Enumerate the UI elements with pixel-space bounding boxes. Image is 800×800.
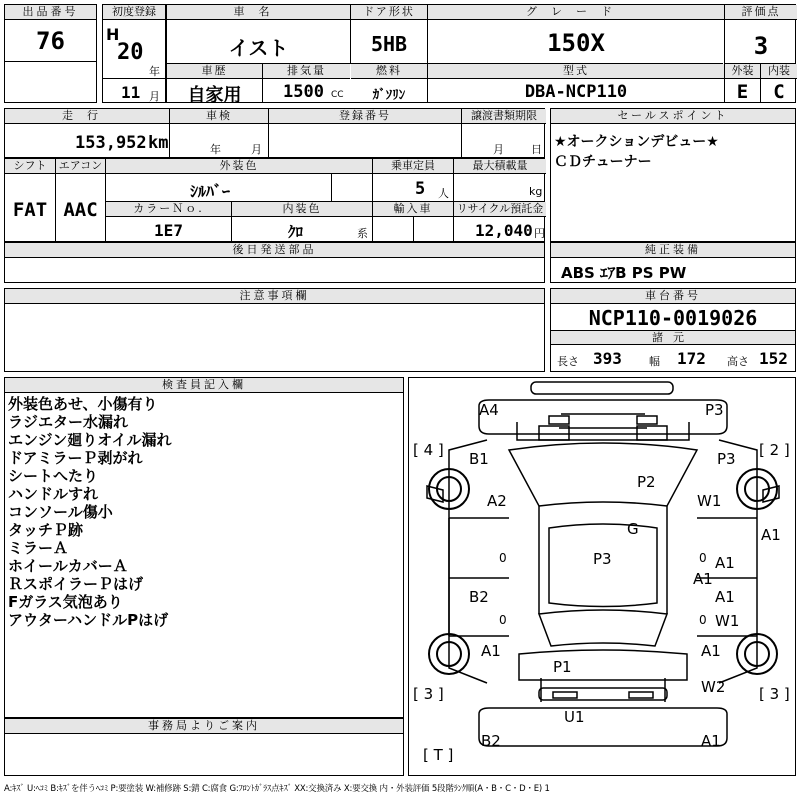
displacement: 1500 <box>283 82 324 102</box>
inspector-note: ドアミラーＰ剥がれ <box>8 449 143 467</box>
selling-points-label: セールスポイント <box>551 109 795 124</box>
mark-w1-bottom: W1 <box>715 612 740 630</box>
exterior-grade-label: 外装 <box>725 64 760 79</box>
length: 393 <box>593 349 622 368</box>
registration-number-label: 登録番号 <box>269 109 461 124</box>
interior-color: ｸﾛ <box>288 223 304 241</box>
car-diagram <box>409 378 797 777</box>
mark-b2-left: B2 <box>469 588 489 606</box>
score-label: 評価点 <box>725 5 797 20</box>
fuel: ｶﾞｿﾘﾝ <box>372 88 406 103</box>
inspector-note: タッチＰ跡 <box>8 521 84 539</box>
month-unit: 月 <box>149 90 160 103</box>
import-label: 輸入車 <box>373 202 453 217</box>
transfer-month-unit: 月 <box>493 143 504 156</box>
chassis-label: 車台番号 <box>551 289 795 304</box>
office-notice-label: 事務局よりご案内 <box>5 719 403 734</box>
aircon-label: エアコン <box>56 159 105 174</box>
damage-diagram-box <box>408 377 796 776</box>
mark-a1-r3: A1 <box>715 588 735 606</box>
recycle-deposit-label: リサイクル預託金 <box>454 202 546 217</box>
model-label: 型式 <box>428 64 724 79</box>
inspector-note: ミラーＡ <box>8 539 69 557</box>
inspector-note: 外装色あせ、小傷有り <box>8 395 158 413</box>
selling-point-1: ★オークションデビュー★ <box>554 134 719 150</box>
mark-w2: W2 <box>701 678 726 696</box>
inspection-month-unit: 月 <box>251 143 262 156</box>
exterior-color-label: 外装色 <box>106 159 372 174</box>
mark-p3-right: P3 <box>717 450 736 468</box>
height-label: 高さ <box>727 355 749 368</box>
max-load-label: 最大積載量 <box>454 159 546 174</box>
mark-p3-top: P3 <box>705 401 724 419</box>
inspector-note: エンジン廻りオイル漏れ <box>8 431 172 449</box>
mark-u1: U1 <box>564 708 585 726</box>
interior-grade: C <box>773 81 785 103</box>
history-label: 車歴 <box>167 64 262 79</box>
exterior-color: ｼﾙﾊﾞｰ <box>190 182 231 201</box>
interior-grade-label: 内装 <box>761 64 797 79</box>
mark-p3-center: P3 <box>593 550 612 568</box>
inspection-year-unit: 年 <box>210 143 221 156</box>
mark-zero: 0 <box>699 551 707 565</box>
interior-color-unit: 系 <box>357 227 368 240</box>
inspector-label: 検査員記入欄 <box>5 378 403 393</box>
dimensions-label: 諸元 <box>551 330 795 345</box>
color-number-label: カラーＮｏ. <box>106 202 231 217</box>
mark-a1-r4: A1 <box>701 642 721 660</box>
door-type: 5HB <box>370 32 408 56</box>
transfer-day-unit: 日 <box>531 143 542 156</box>
notes-label: 注意事項欄 <box>5 289 544 304</box>
equipment: ABS ｴｱB PS PW <box>561 264 687 282</box>
mark-a1-r2: A1 <box>693 570 713 588</box>
recycle-deposit: 12,040 <box>475 221 533 240</box>
equipment-label: 純正装備 <box>551 243 795 258</box>
mileage-label: 走行 <box>5 109 169 124</box>
era: H <box>106 25 120 44</box>
mark-w1-top: W1 <box>697 492 722 510</box>
legend: A:ｷｽﾞ U:ﾍｺﾐ B:ｷｽﾞを伴うﾍｺﾐ P:要塗装 W:補修跡 S:錆 C:腐食 G:ﾌﾛﾝﾄｶﾞﾗｽ点ｷｽﾞ XX:交換済み X:要交換 内・外装評価 5段階ﾗﾝｸ順(A・B・C・D・E) 1 <box>4 784 550 794</box>
first-registration-label: 初度登録 <box>103 5 165 20</box>
door-label: ドア形状 <box>351 5 427 20</box>
later-parts-box <box>4 242 545 283</box>
capacity: 5 <box>415 179 426 199</box>
shift: FAT <box>12 199 48 221</box>
height: 152 <box>759 349 788 368</box>
lot-number-label: 出品番号 <box>5 5 96 20</box>
recycle-unit: 円 <box>534 227 545 240</box>
mark-b2-bottom: B2 <box>481 732 501 750</box>
selling-point-2: ＣＤチューナー <box>554 154 652 170</box>
grade: 150X <box>547 29 605 57</box>
inspector-note: ラジエター水漏れ <box>8 413 129 431</box>
mark-a1-left: A1 <box>481 642 501 660</box>
later-parts-label: 後日発送部品 <box>5 243 544 258</box>
mileage-row-box <box>4 108 545 158</box>
grade-label: グレード <box>428 5 724 20</box>
mark-b1: B1 <box>469 450 489 468</box>
inspector-note: ハンドルすれ <box>8 485 99 503</box>
mileage-unit: km <box>148 133 169 153</box>
capacity-label: 乗車定員 <box>373 159 453 174</box>
length-label: 長さ <box>557 355 579 368</box>
history: 自家用 <box>187 85 242 106</box>
year-unit: 年 <box>149 65 160 78</box>
width-label: 幅 <box>649 355 660 368</box>
inspector-note: アウターハンドルPはげ <box>8 611 169 629</box>
tire-label-front-left: [ 4 ] <box>413 441 444 459</box>
registration-month: 11 <box>121 83 141 102</box>
office-notice-box <box>4 718 404 776</box>
mark-a1-far-right: A1 <box>761 526 781 544</box>
tire-label-rear-right: [ 3 ] <box>759 685 790 703</box>
displacement-label: 排気量 <box>263 64 350 79</box>
mark-zero: 0 <box>499 613 507 627</box>
mark-zero: 0 <box>699 613 707 627</box>
inspector-note: ＲスポイラーＰはげ <box>8 575 144 593</box>
first-registration-box <box>102 4 166 103</box>
mileage: 153,952 <box>75 133 147 153</box>
inspector-box <box>4 377 404 718</box>
mark-p1: P1 <box>553 658 572 676</box>
chassis-number: NCP110-0019026 <box>588 306 758 330</box>
aircon: AAC <box>63 199 98 221</box>
chassis-box <box>550 288 796 372</box>
mark-a2: A2 <box>487 492 507 510</box>
mark-g: G <box>627 520 639 538</box>
tire-label-spare: [ T ] <box>423 746 454 764</box>
car-info-box <box>166 4 796 106</box>
score: 3 <box>753 32 769 60</box>
color-number: 1E7 <box>154 221 183 240</box>
inspector-note: シートへたり <box>8 467 99 485</box>
interior-color-label: 内装色 <box>232 202 372 217</box>
mark-zero: 0 <box>499 551 507 565</box>
model: DBA-NCP110 <box>524 82 628 102</box>
car-name: イスト <box>228 36 289 60</box>
lot-number: 76 <box>36 27 65 55</box>
transfer-deadline-label: 譲渡書類期限 <box>462 109 546 124</box>
car-name-label: 車名 <box>167 5 350 20</box>
inspector-note: ホイールカバーＡ <box>8 557 128 575</box>
exterior-grade: E <box>736 81 749 103</box>
mark-p2: P2 <box>637 473 656 491</box>
tire-label-front-right: [ 2 ] <box>759 441 790 459</box>
lot-number-box <box>4 4 97 103</box>
registration-year: 20 <box>117 40 144 65</box>
capacity-unit: 人 <box>438 187 449 200</box>
mark-a1-bottom: A1 <box>701 732 721 750</box>
inspection-label: 車検 <box>170 109 268 124</box>
selling-points-box <box>550 108 796 242</box>
mark-a4: A4 <box>479 401 499 419</box>
notes-box <box>4 288 545 372</box>
shift-label: シフト <box>5 159 55 174</box>
inspector-note: Fガラス気泡あり <box>8 593 123 611</box>
equipment-box <box>550 242 796 283</box>
fuel-label: 燃料 <box>351 64 427 79</box>
tire-label-rear-left: [ 3 ] <box>413 685 444 703</box>
displacement-unit: CC <box>331 90 344 100</box>
mark-a1-r1: A1 <box>715 554 735 572</box>
spec-row-box <box>4 158 545 242</box>
inspector-note: コンソール傷小 <box>8 503 113 521</box>
max-load-unit: kg <box>529 185 543 198</box>
width: 172 <box>677 349 706 368</box>
